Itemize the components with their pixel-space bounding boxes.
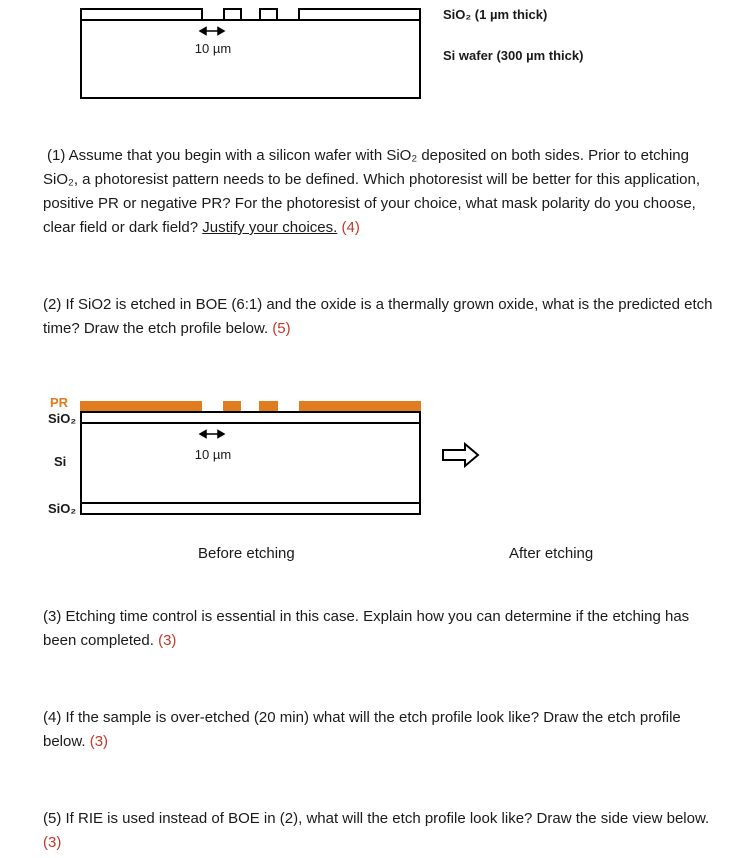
question-5-points: (3)	[43, 834, 62, 851]
dimension-label-2: 10 µm	[194, 447, 232, 462]
si-substrate	[81, 423, 420, 503]
oxide-segment-mid1	[224, 9, 241, 20]
question-3-points: (3)	[153, 632, 177, 649]
figure-2-etch-diagram	[0, 390, 730, 525]
pr-segment-mid1	[223, 401, 241, 412]
si-wafer-thickness-label: Si wafer (300 µm thick)	[443, 48, 584, 63]
pr-label: PR	[50, 395, 69, 410]
pr-segment-left	[80, 401, 202, 412]
question-3	[43, 605, 708, 653]
oxide-top-layer	[81, 412, 420, 423]
question-5	[43, 807, 713, 855]
question-3-text: (3) Etching time control is essential in this case. Explain how you can determine if the etching has been completed.	[43, 608, 690, 649]
oxide-bottom-layer	[81, 503, 420, 514]
question-5-text: (5) If RIE is used instead of BOE in (2), what will the etch profile look like? Draw the side view below.	[43, 810, 710, 827]
question-4	[43, 706, 703, 754]
si-wafer-body	[81, 20, 420, 98]
pr-segment-right	[299, 401, 421, 412]
question-2	[43, 293, 718, 341]
pr-segment-mid2	[259, 401, 278, 412]
oxide-segment-right	[299, 9, 420, 20]
process-arrow-icon	[443, 444, 478, 466]
oxide-segment-mid2	[260, 9, 277, 20]
sio2-top-label: SiO₂	[48, 411, 77, 426]
oxide-segment-left	[81, 9, 202, 20]
question-4-points: (3)	[85, 733, 109, 750]
after-etching-caption: After etching	[509, 545, 594, 562]
question-1-points: (4)	[337, 219, 360, 236]
sio2-bottom-label: SiO₂	[48, 501, 77, 516]
question-1-text: (1) Assume that you begin with a silicon wafer with SiO₂ deposited on both sides. Prior to etching SiO₂, a photoresist pattern needs to be defined. Which photoresist will be better for this application, positive PR or negative PR? For the photoresist of your choice, what mask polarity do you choose, clear field or dark field?	[43, 147, 701, 236]
question-2-points: (5)	[268, 320, 291, 337]
question-2-text: (2) If SiO2 is etched in BOE (6:1) and the oxide is a thermally grown oxide, what is the predicted etch time? Draw the etch profile below.	[43, 296, 713, 337]
question-1-justify: Justify your choices.	[202, 219, 338, 236]
si-label: Si	[54, 454, 67, 469]
before-etching-caption: Before etching	[198, 545, 295, 562]
dimension-label: 10 µm	[194, 41, 232, 56]
figure-1-wafer-diagram	[0, 0, 730, 105]
question-4-text: (4) If the sample is over-etched (20 min) what will the etch profile look like? Draw the etch profile below.	[43, 709, 681, 750]
sio2-thickness-label: SiO₂ (1 µm thick)	[443, 7, 548, 22]
question-1	[43, 144, 703, 240]
